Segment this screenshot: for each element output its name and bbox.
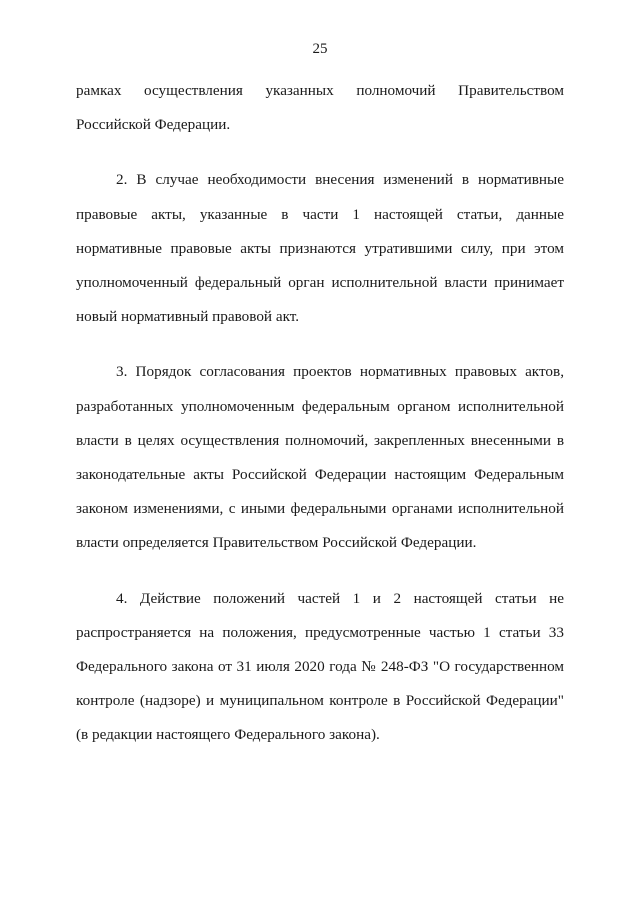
paragraph-continuation: рамках осуществления указанных полномочий Правительством Российской Федерации. xyxy=(76,82,564,134)
paragraph-point-2: 2. В случае необходимости внесения изменений в нормативные правовые акты, указанные в части 1 настоящей статьи, данные нормативные правовые акты признаются утратившими силу, при этом уполномоченный федеральный орган исполнительной власти принимает новый нормативный правовой акт. xyxy=(76,171,564,326)
document-body xyxy=(76,74,564,753)
paragraph-point-3: 3. Порядок согласования проектов нормативных правовых актов, разработанных уполномоченным федеральным органом исполнительной власти в целях осуществления полномочий, закрепленных внесенными в законодательные акты Российской Федерации настоящим Федеральным законом изменениями, с иными федеральными органами исполнительной власти определяется Правительством Российской Федерации. xyxy=(76,363,564,552)
page-number: 25 xyxy=(312,41,328,57)
paragraph-point-4: 4. Действие положений частей 1 и 2 настоящей статьи не распространяется на положения, предусмотренные частью 1 статьи 33 Федерального закона от 31 июля 2020 года № 248-ФЗ "О государственном контроле (надзоре) и муниципальном контроле в Российской Федерации" (в редакции настоящего Федерального закона). xyxy=(76,589,564,744)
